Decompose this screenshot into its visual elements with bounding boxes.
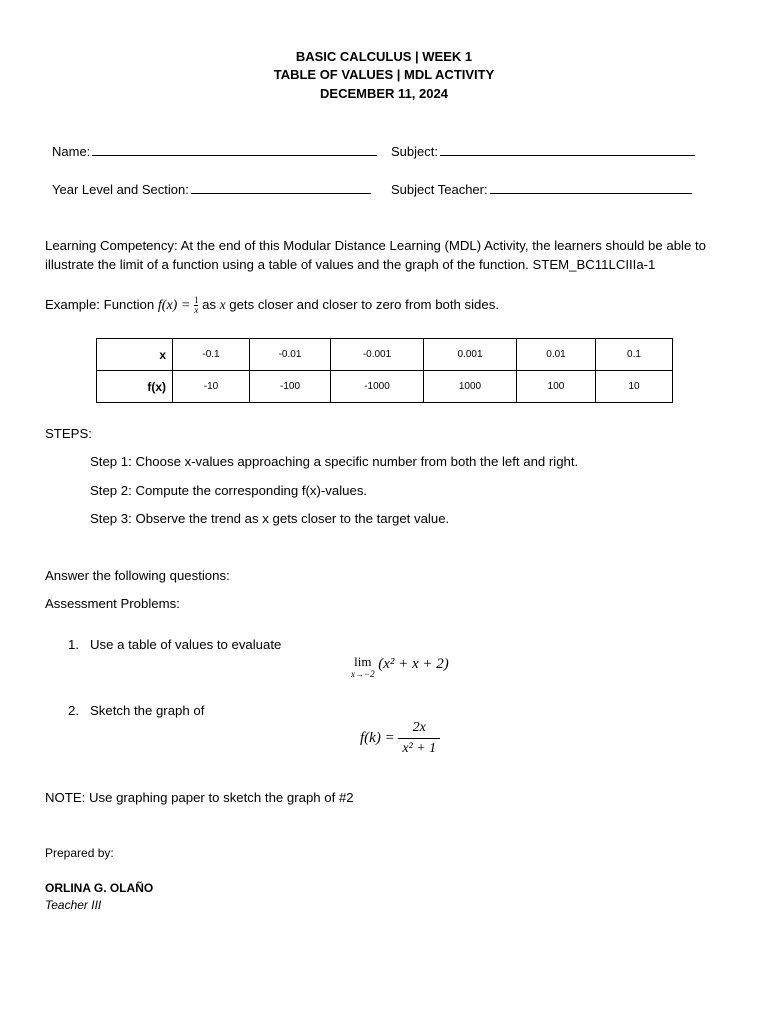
- graph-numerator: 2x: [412, 720, 426, 735]
- fraction-numerator: 1: [193, 295, 199, 305]
- limit-body: (x² + x + 2): [378, 656, 449, 672]
- year-section-field[interactable]: [52, 181, 371, 197]
- step-item-2: Step 2: Compute the corresponding f(x)-values.: [90, 483, 368, 498]
- table-cell: -1000: [331, 371, 424, 403]
- example-variable: x: [219, 296, 226, 312]
- question-text-2: Sketch the graph of: [90, 703, 205, 718]
- table-cell: 0.1: [596, 339, 673, 371]
- example-mid: as: [202, 296, 217, 312]
- table-cell: 0.001: [424, 339, 517, 371]
- values-table: [96, 338, 673, 403]
- name-blank[interactable]: [92, 143, 377, 156]
- steps-title: STEPS:: [45, 426, 92, 441]
- questions-intro: Answer the following questions:: [45, 568, 230, 583]
- year-section-label: Year Level and Section:: [52, 182, 189, 197]
- table-row-x: [97, 339, 673, 371]
- question-text-1: Use a table of values to evaluate: [90, 637, 282, 652]
- table-cell: 0.01: [517, 339, 596, 371]
- table-cell: 100: [517, 371, 596, 403]
- preparer-name: ORLINA G. OLAÑO: [45, 881, 154, 895]
- example-fraction: [194, 296, 199, 315]
- name-label: Name:: [52, 144, 91, 159]
- graph-function: [360, 720, 440, 757]
- note: NOTE: Use graphing paper to sketch the graph of #2: [45, 790, 354, 805]
- limit-subscript: x→−2: [351, 669, 375, 679]
- step-item-1: Step 1: Choose x-values approaching a specific number from both the left and right.: [90, 454, 579, 469]
- table-cell: -100: [250, 371, 331, 403]
- subject-teacher-label: Subject Teacher:: [391, 182, 488, 197]
- question-number-1: 1.: [68, 637, 79, 652]
- question-number-2: 2.: [68, 703, 79, 718]
- example-line: [45, 296, 499, 315]
- graph-function-fraction: [398, 720, 440, 757]
- header-subtitle: TABLE OF VALUES | MDL ACTIVITY: [273, 67, 495, 82]
- graph-denominator: x² + 1: [398, 738, 440, 757]
- table-cell: -10: [173, 371, 250, 403]
- year-section-blank[interactable]: [191, 181, 371, 194]
- graph-function-lhs: f(k) =: [360, 730, 395, 746]
- header-date: DECEMBER 11, 2024: [320, 86, 448, 101]
- table-cell: -0.001: [331, 339, 424, 371]
- limit-lim: lim: [354, 654, 372, 669]
- subject-field[interactable]: [391, 143, 695, 159]
- table-cell: 1000: [424, 371, 517, 403]
- subject-teacher-blank[interactable]: [490, 181, 692, 194]
- table-row-fx: [97, 371, 673, 403]
- name-field[interactable]: [52, 143, 377, 159]
- assessment-heading: Assessment Problems:: [45, 596, 180, 611]
- step-item-3: Step 3: Observe the trend as x gets closer to the target value.: [90, 511, 450, 526]
- table-cell: -0.01: [250, 339, 331, 371]
- row-label-x: x: [97, 339, 173, 371]
- header-title: BASIC CALCULUS | WEEK 1: [295, 49, 473, 64]
- table-cell: 10: [596, 371, 673, 403]
- example-prefix: Example: Function: [45, 296, 155, 312]
- limit-expression: [351, 655, 449, 679]
- subject-blank[interactable]: [440, 143, 695, 156]
- example-suffix: gets closer and closer to zero from both sides.: [229, 296, 499, 312]
- subject-teacher-field[interactable]: [391, 181, 692, 197]
- fraction-denominator: x: [194, 305, 199, 315]
- learning-competency: Learning Competency: At the end of this Modular Distance Learning (MDL) Activity, the learners should be able to illustrate the limit of a function using a table of values and the graph of the function. STEM_BC11LCIIIa-1: [45, 238, 706, 272]
- subject-label: Subject:: [391, 144, 438, 159]
- limit-operator: [351, 655, 375, 679]
- table-cell: -0.1: [173, 339, 250, 371]
- row-label-fx: f(x): [97, 371, 173, 403]
- example-function: f(x) =: [157, 297, 191, 313]
- preparer-title: Teacher III: [45, 898, 102, 912]
- prepared-by-label: Prepared by:: [45, 846, 114, 860]
